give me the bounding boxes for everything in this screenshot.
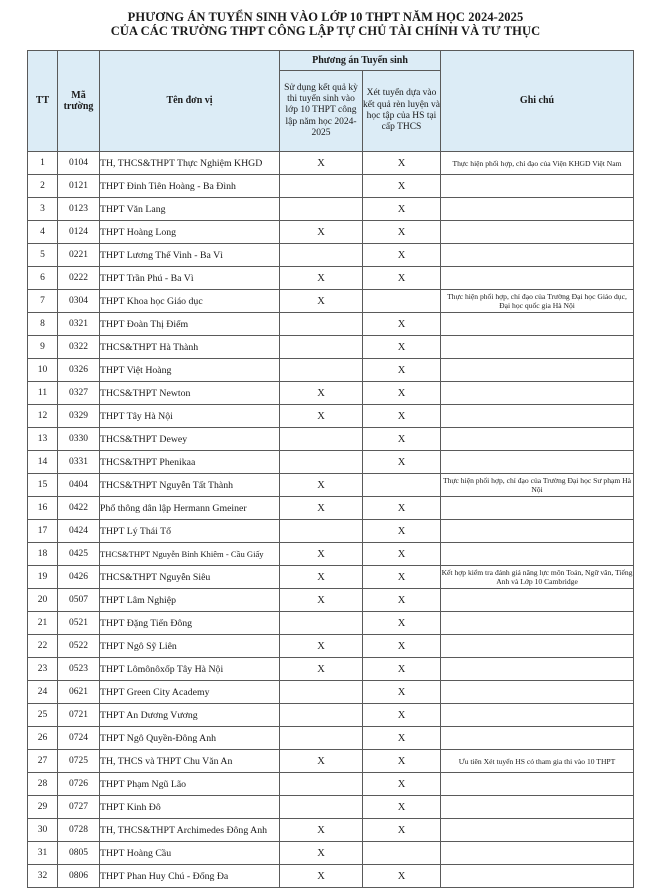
table-header (28, 51, 634, 152)
option-exam-mark: X (280, 405, 363, 428)
option-exam-mark: X (280, 152, 363, 175)
option-transcript-mark (363, 474, 441, 497)
table-row (28, 543, 634, 566)
school-name: THPT Lâm Nghiệp (100, 589, 280, 612)
row-note (441, 589, 634, 612)
school-name: THPT Trần Phú - Ba Vì (100, 267, 280, 290)
option-transcript-mark: X (363, 796, 441, 819)
option-exam-mark: X (280, 842, 363, 865)
school-code: 0424 (58, 520, 100, 543)
option-exam-mark: X (280, 221, 363, 244)
row-number: 11 (28, 382, 58, 405)
option-transcript-mark: X (363, 428, 441, 451)
row-note (441, 727, 634, 750)
row-note (441, 405, 634, 428)
option-transcript-mark: X (363, 819, 441, 842)
row-note (441, 359, 634, 382)
school-name: THPT Đoàn Thị Điểm (100, 313, 280, 336)
option-transcript-mark: X (363, 382, 441, 405)
row-note (441, 198, 634, 221)
option-exam-mark (280, 313, 363, 336)
row-note (441, 635, 634, 658)
row-note (441, 428, 634, 451)
school-name: THPT Lý Thái Tổ (100, 520, 280, 543)
school-code: 0425 (58, 543, 100, 566)
option-exam-mark (280, 704, 363, 727)
row-note: Ưu tiên Xét tuyển HS có tham gia thi vào 10 THPT (441, 750, 634, 773)
school-name: THPT Đinh Tiên Hoàng - Ba Đình (100, 175, 280, 198)
row-note (441, 221, 634, 244)
option-transcript-mark: X (363, 589, 441, 612)
row-note: Thực hiện phối hợp, chỉ đạo của Trường Đại học Sư phạm Hà Nội (441, 474, 634, 497)
school-name: THCS&THPT Newton (100, 382, 280, 405)
option-exam-mark: X (280, 290, 363, 313)
row-number: 14 (28, 451, 58, 474)
row-note (441, 267, 634, 290)
header-code: Mã trường (58, 51, 100, 152)
option-exam-mark: X (280, 267, 363, 290)
option-transcript-mark: X (363, 865, 441, 888)
school-code: 0321 (58, 313, 100, 336)
table-row (28, 359, 634, 382)
school-name: Phổ thông dân lập Hermann Gmeiner (100, 497, 280, 520)
row-note (441, 451, 634, 474)
option-transcript-mark: X (363, 451, 441, 474)
school-code: 0805 (58, 842, 100, 865)
school-name: THCS&THPT Nguyễn Siêu (100, 566, 280, 589)
school-code: 0522 (58, 635, 100, 658)
school-code: 0327 (58, 382, 100, 405)
title-line-2: CỦA CÁC TRƯỜNG THPT CÔNG LẬP TỰ CHỦ TÀI CHÍNH VÀ TƯ THỤC (110, 24, 541, 38)
option-exam-mark (280, 727, 363, 750)
option-exam-mark (280, 428, 363, 451)
row-number: 7 (28, 290, 58, 313)
option-transcript-mark: X (363, 681, 441, 704)
table-row (28, 152, 634, 175)
row-number: 23 (28, 658, 58, 681)
header-name: Tên đơn vị (100, 51, 280, 152)
school-name: THPT Hoàng Long (100, 221, 280, 244)
school-name: TH, THCS và THPT Chu Văn An (100, 750, 280, 773)
option-transcript-mark: X (363, 635, 441, 658)
row-number: 25 (28, 704, 58, 727)
header-option-transcript: Xét tuyển dựa vào kết quả rèn luyện và học tập của HS tại cấp THCS (363, 71, 441, 152)
option-transcript-mark (363, 842, 441, 865)
table-row (28, 681, 634, 704)
option-exam-mark (280, 359, 363, 382)
school-name: THPT Phạm Ngũ Lão (100, 773, 280, 796)
row-note (441, 681, 634, 704)
school-name: THPT Đặng Tiến Đông (100, 612, 280, 635)
table-row (28, 405, 634, 428)
row-note (441, 336, 634, 359)
school-name: THPT Ngô Sỹ Liên (100, 635, 280, 658)
row-note (441, 313, 634, 336)
table-row (28, 773, 634, 796)
row-note (441, 497, 634, 520)
table-row (28, 612, 634, 635)
school-code: 0523 (58, 658, 100, 681)
option-transcript-mark: X (363, 313, 441, 336)
school-code: 0621 (58, 681, 100, 704)
school-code: 0124 (58, 221, 100, 244)
option-transcript-mark: X (363, 175, 441, 198)
row-note (441, 244, 634, 267)
option-exam-mark (280, 681, 363, 704)
row-note: Thực hiện phối hợp, chỉ đạo của Viện KHGD Việt Nam (441, 152, 634, 175)
option-transcript-mark (363, 290, 441, 313)
table-body (28, 152, 634, 888)
document-title (0, 10, 651, 38)
school-code: 0404 (58, 474, 100, 497)
school-code: 0727 (58, 796, 100, 819)
table-row (28, 497, 634, 520)
table-row (28, 428, 634, 451)
row-number: 13 (28, 428, 58, 451)
row-note (441, 773, 634, 796)
row-note (441, 175, 634, 198)
school-code: 0330 (58, 428, 100, 451)
table-row (28, 635, 634, 658)
school-code: 0724 (58, 727, 100, 750)
header-note: Ghi chú (441, 51, 634, 152)
row-number: 22 (28, 635, 58, 658)
option-exam-mark (280, 612, 363, 635)
school-name: THPT An Dương Vương (100, 704, 280, 727)
table-row (28, 313, 634, 336)
school-name: THCS&THPT Phenikaa (100, 451, 280, 474)
row-note (441, 382, 634, 405)
row-number: 31 (28, 842, 58, 865)
row-note (441, 865, 634, 888)
school-code: 0521 (58, 612, 100, 635)
row-number: 27 (28, 750, 58, 773)
option-transcript-mark: X (363, 750, 441, 773)
row-note (441, 612, 634, 635)
table-row (28, 451, 634, 474)
school-code: 0326 (58, 359, 100, 382)
table-row (28, 796, 634, 819)
option-transcript-mark: X (363, 773, 441, 796)
table-row (28, 474, 634, 497)
school-name: THPT Hoàng Cầu (100, 842, 280, 865)
table-row (28, 198, 634, 221)
row-number: 26 (28, 727, 58, 750)
table-row (28, 244, 634, 267)
option-transcript-mark: X (363, 152, 441, 175)
option-exam-mark (280, 198, 363, 221)
table-row (28, 750, 634, 773)
school-code: 0221 (58, 244, 100, 267)
option-exam-mark: X (280, 635, 363, 658)
option-transcript-mark: X (363, 221, 441, 244)
school-code: 0331 (58, 451, 100, 474)
title-line-1: PHƯƠNG ÁN TUYỂN SINH VÀO LỚP 10 THPT NĂM HỌC 2024-2025 (127, 10, 524, 24)
option-transcript-mark: X (363, 198, 441, 221)
row-number: 30 (28, 819, 58, 842)
admission-table (27, 50, 634, 888)
option-transcript-mark: X (363, 566, 441, 589)
row-note (441, 658, 634, 681)
option-exam-mark (280, 451, 363, 474)
row-number: 1 (28, 152, 58, 175)
header-option-exam: Sử dụng kết quả kỳ thi tuyển sinh vào lớp 10 THPT công lập năm học 2024-2025 (280, 71, 363, 152)
table-row (28, 865, 634, 888)
table-row (28, 175, 634, 198)
row-number: 20 (28, 589, 58, 612)
row-number: 17 (28, 520, 58, 543)
school-code: 0121 (58, 175, 100, 198)
table-row (28, 566, 634, 589)
row-number: 28 (28, 773, 58, 796)
header-plan: Phương án Tuyển sinh (280, 51, 441, 71)
school-name: THPT Ngô Quyền-Đông Anh (100, 727, 280, 750)
option-transcript-mark: X (363, 359, 441, 382)
table-row (28, 819, 634, 842)
school-name: THCS&THPT Nguyễn Tất Thành (100, 474, 280, 497)
school-name: THPT Kinh Đô (100, 796, 280, 819)
school-code: 0426 (58, 566, 100, 589)
row-number: 4 (28, 221, 58, 244)
row-note (441, 543, 634, 566)
school-name: THCS&THPT Nguyễn Bỉnh Khiêm - Cầu Giấy (100, 543, 280, 566)
option-exam-mark: X (280, 566, 363, 589)
table-row (28, 520, 634, 543)
row-number: 29 (28, 796, 58, 819)
school-code: 0725 (58, 750, 100, 773)
option-exam-mark: X (280, 497, 363, 520)
table-row (28, 221, 634, 244)
school-name: THCS&THPT Dewey (100, 428, 280, 451)
school-code: 0222 (58, 267, 100, 290)
school-name: THPT Phan Huy Chú - Đống Đa (100, 865, 280, 888)
row-number: 15 (28, 474, 58, 497)
row-number: 24 (28, 681, 58, 704)
table-row (28, 382, 634, 405)
row-note (441, 796, 634, 819)
option-exam-mark: X (280, 750, 363, 773)
option-transcript-mark: X (363, 658, 441, 681)
option-transcript-mark: X (363, 520, 441, 543)
row-note (441, 842, 634, 865)
school-code: 0304 (58, 290, 100, 313)
option-exam-mark (280, 796, 363, 819)
row-number: 19 (28, 566, 58, 589)
table-row (28, 842, 634, 865)
school-name: THPT Lương Thế Vinh - Ba Vì (100, 244, 280, 267)
row-number: 9 (28, 336, 58, 359)
option-exam-mark: X (280, 382, 363, 405)
school-code: 0806 (58, 865, 100, 888)
option-transcript-mark: X (363, 612, 441, 635)
option-transcript-mark: X (363, 405, 441, 428)
table-row (28, 589, 634, 612)
school-name: THPT Văn Lang (100, 198, 280, 221)
row-number: 10 (28, 359, 58, 382)
school-name: THPT Khoa học Giáo dục (100, 290, 280, 313)
option-transcript-mark: X (363, 267, 441, 290)
option-exam-mark: X (280, 474, 363, 497)
option-exam-mark (280, 773, 363, 796)
table-row (28, 658, 634, 681)
option-exam-mark (280, 244, 363, 267)
table-row (28, 704, 634, 727)
table-row (28, 336, 634, 359)
option-exam-mark: X (280, 589, 363, 612)
school-name: THPT Việt Hoàng (100, 359, 280, 382)
option-transcript-mark: X (363, 497, 441, 520)
option-exam-mark (280, 520, 363, 543)
school-code: 0726 (58, 773, 100, 796)
row-note (441, 819, 634, 842)
row-number: 5 (28, 244, 58, 267)
option-exam-mark (280, 175, 363, 198)
table-row (28, 267, 634, 290)
school-name: THCS&THPT Hà Thành (100, 336, 280, 359)
row-number: 16 (28, 497, 58, 520)
row-number: 12 (28, 405, 58, 428)
school-name: THPT Green City Academy (100, 681, 280, 704)
option-transcript-mark: X (363, 704, 441, 727)
row-number: 18 (28, 543, 58, 566)
row-note: Thực hiện phối hợp, chỉ đạo của Trường Đại học Giáo dục, Đại học quốc gia Hà Nội (441, 290, 634, 313)
header-tt: TT (28, 51, 58, 152)
option-exam-mark: X (280, 865, 363, 888)
row-number: 2 (28, 175, 58, 198)
row-note (441, 520, 634, 543)
row-number: 8 (28, 313, 58, 336)
option-exam-mark (280, 336, 363, 359)
option-exam-mark: X (280, 543, 363, 566)
option-transcript-mark: X (363, 244, 441, 267)
school-code: 0104 (58, 152, 100, 175)
option-transcript-mark: X (363, 543, 441, 566)
school-name: TH, THCS&THPT Thực Nghiệm KHGD (100, 152, 280, 175)
school-code: 0728 (58, 819, 100, 842)
row-number: 3 (28, 198, 58, 221)
table-row (28, 727, 634, 750)
row-number: 6 (28, 267, 58, 290)
school-name: THPT Tây Hà Nội (100, 405, 280, 428)
school-name: THPT Lômônôxốp Tây Hà Nội (100, 658, 280, 681)
school-code: 0123 (58, 198, 100, 221)
row-note: Kết hợp kiểm tra đánh giá năng lực môn Toán, Ngữ văn, Tiếng Anh và Lớp 10 Cambridge (441, 566, 634, 589)
option-exam-mark: X (280, 819, 363, 842)
row-number: 21 (28, 612, 58, 635)
option-transcript-mark: X (363, 336, 441, 359)
option-exam-mark: X (280, 658, 363, 681)
school-code: 0422 (58, 497, 100, 520)
school-code: 0329 (58, 405, 100, 428)
table-row (28, 290, 634, 313)
school-code: 0507 (58, 589, 100, 612)
row-note (441, 704, 634, 727)
option-transcript-mark: X (363, 727, 441, 750)
school-name: TH, THCS&THPT Archimedes Đông Anh (100, 819, 280, 842)
row-number: 32 (28, 865, 58, 888)
school-code: 0721 (58, 704, 100, 727)
school-code: 0322 (58, 336, 100, 359)
